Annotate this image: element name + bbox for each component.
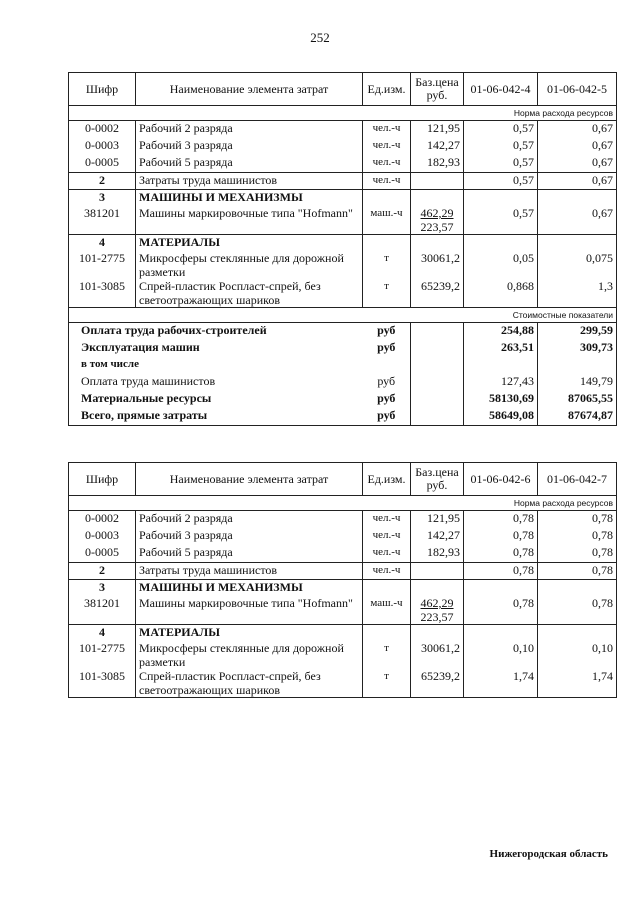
cost-price xyxy=(411,374,464,391)
cost-row xyxy=(69,323,617,341)
row-value-1: 0,78 xyxy=(464,511,538,529)
cost-price xyxy=(411,408,464,426)
header-col-1: 01-06-042-6 xyxy=(464,463,538,496)
row-value-1 xyxy=(464,235,538,252)
row-value-1: 0,57 xyxy=(464,155,538,173)
table-row xyxy=(69,155,617,173)
row-code: 2 xyxy=(69,563,136,580)
row-value-2: 0,78 xyxy=(538,545,617,563)
row-unit: чел.-ч xyxy=(372,122,401,134)
row-code: 0-0003 xyxy=(69,138,136,155)
table-row xyxy=(69,251,617,279)
row-unit: чел.-ч xyxy=(372,512,401,524)
cost-unit xyxy=(363,357,411,374)
row-code: 381201 xyxy=(69,596,136,625)
row-price: 65239,2 xyxy=(411,279,464,308)
cost-value-2: 309,73 xyxy=(538,340,617,357)
row-value-2: 0,78 xyxy=(538,596,617,625)
row-unit xyxy=(363,235,411,252)
header-code: Шифр xyxy=(69,463,136,496)
row-value-1: 1,74 xyxy=(464,669,538,698)
row-code: 0-0003 xyxy=(69,528,136,545)
header-price: Баз.цена руб. xyxy=(411,463,464,496)
row-value-1: 0,57 xyxy=(464,173,538,190)
cost-price xyxy=(411,391,464,408)
header-unit: Ед.изм. xyxy=(363,463,411,496)
cost-row xyxy=(69,340,617,357)
row-price: 182,93 xyxy=(411,545,464,563)
cost-row xyxy=(69,408,617,426)
row-unit: маш.-ч xyxy=(370,207,403,219)
cost-row xyxy=(69,374,617,391)
row-name: Рабочий 3 разряда xyxy=(136,138,363,155)
row-value-2: 1,74 xyxy=(538,669,617,698)
row-code: 2 xyxy=(69,173,136,190)
cost-value-2 xyxy=(538,357,617,374)
cost-name: Оплата труда машинистов xyxy=(69,374,363,391)
row-code: 0-0002 xyxy=(69,511,136,529)
row-value-1: 0,57 xyxy=(464,121,538,139)
row-name: Затраты труда машинистов xyxy=(136,173,363,190)
row-name: МАШИНЫ И МЕХАНИЗМЫ xyxy=(136,190,363,207)
cost-value-1: 58649,08 xyxy=(464,408,538,426)
cost-name: Всего, прямые затраты xyxy=(69,408,363,426)
row-value-2: 0,78 xyxy=(538,528,617,545)
resource-table-1 xyxy=(68,72,617,426)
row-name: Машины маркировочные типа "Hofmann" xyxy=(136,596,363,625)
row-price: 30061,2 xyxy=(411,251,464,279)
table-row xyxy=(69,625,617,642)
table-row xyxy=(69,206,617,235)
row-value-1 xyxy=(464,190,538,207)
cost-price xyxy=(411,323,464,341)
row-name: Микросферы стеклянные для дорожной разметки xyxy=(136,641,363,669)
table-row xyxy=(69,545,617,563)
cost-name: в том числе xyxy=(69,357,363,374)
row-price: 30061,2 xyxy=(411,641,464,669)
cost-value-2: 87674,87 xyxy=(538,408,617,426)
row-unit: чел.-ч xyxy=(372,529,401,541)
row-name: Рабочий 3 разряда xyxy=(136,528,363,545)
row-code: 101-2775 xyxy=(69,641,136,669)
row-unit: чел.-ч xyxy=(363,563,411,580)
row-price: 142,27 xyxy=(411,528,464,545)
price-denominator: 223,57 xyxy=(420,610,454,624)
row-value-2: 0,67 xyxy=(538,155,617,173)
row-unit xyxy=(363,190,411,207)
row-unit xyxy=(363,580,411,597)
row-code: 381201 xyxy=(69,206,136,235)
page-number: 252 xyxy=(310,30,330,45)
row-price xyxy=(411,625,464,642)
header-unit: Ед.изм. xyxy=(363,73,411,106)
row-value-2 xyxy=(538,235,617,252)
table-row xyxy=(69,528,617,545)
row-name: Рабочий 2 разряда xyxy=(136,511,363,529)
row-name: Рабочий 2 разряда xyxy=(136,121,363,139)
cost-price xyxy=(411,357,464,374)
cost-value-2: 299,59 xyxy=(538,323,617,341)
header-code: Шифр xyxy=(69,73,136,106)
row-code: 4 xyxy=(69,235,136,252)
row-price xyxy=(411,235,464,252)
cost-value-2: 149,79 xyxy=(538,374,617,391)
row-value-2 xyxy=(538,580,617,597)
row-unit: чел.-ч xyxy=(372,156,401,168)
row-value-1: 0,05 xyxy=(464,251,538,279)
table-row xyxy=(69,641,617,669)
row-unit: чел.-ч xyxy=(372,139,401,151)
row-value-1: 0,78 xyxy=(464,596,538,625)
row-value-1: 0,10 xyxy=(464,641,538,669)
cost-unit: руб xyxy=(363,323,411,341)
row-name: Рабочий 5 разряда xyxy=(136,155,363,173)
row-name: МАШИНЫ И МЕХАНИЗМЫ xyxy=(136,580,363,597)
row-name: Затраты труда машинистов xyxy=(136,563,363,580)
row-code: 0-0005 xyxy=(69,155,136,173)
row-name: Микросферы стеклянные для дорожной разметки xyxy=(136,251,363,279)
table-row xyxy=(69,173,617,190)
price-numerator: 462,29 xyxy=(420,596,454,610)
table-row xyxy=(69,190,617,207)
row-value-2: 1,3 xyxy=(538,279,617,308)
header-row xyxy=(69,73,617,106)
cost-unit: руб xyxy=(363,340,411,357)
row-unit xyxy=(363,625,411,642)
row-price: 65239,2 xyxy=(411,669,464,698)
row-value-2: 0,10 xyxy=(538,641,617,669)
cost-value-1: 254,88 xyxy=(464,323,538,341)
row-value-1 xyxy=(464,580,538,597)
norm-label: Норма расхода ресурсов xyxy=(69,496,617,511)
cost-row xyxy=(69,357,617,374)
header-row xyxy=(69,463,617,496)
row-name: Спрей-пластик Роспласт-спрей, без светоотражающих шариков xyxy=(136,669,363,698)
row-unit: маш.-ч xyxy=(370,597,403,609)
row-value-1: 0,868 xyxy=(464,279,538,308)
cost-row xyxy=(69,391,617,408)
row-unit: т xyxy=(384,252,389,264)
row-value-1: 0,57 xyxy=(464,206,538,235)
header-name: Наименование элемента затрат xyxy=(136,463,363,496)
row-value-1: 0,78 xyxy=(464,563,538,580)
row-price: 121,95 xyxy=(411,511,464,529)
row-value-2 xyxy=(538,625,617,642)
cost-name: Материальные ресурсы xyxy=(69,391,363,408)
row-price xyxy=(411,190,464,207)
cost-name: Эксплуатация машин xyxy=(69,340,363,357)
row-value-1: 0,78 xyxy=(464,528,538,545)
row-name: Машины маркировочные типа "Hofmann" xyxy=(136,206,363,235)
row-unit: чел.-ч xyxy=(372,546,401,558)
header-col-2: 01-06-042-7 xyxy=(538,463,617,496)
row-unit: чел.-ч xyxy=(363,173,411,190)
table-row xyxy=(69,138,617,155)
cost-name: Оплата труда рабочих-строителей xyxy=(69,323,363,341)
row-name: МАТЕРИАЛЫ xyxy=(136,235,363,252)
cost-unit: руб xyxy=(363,374,411,391)
table-row xyxy=(69,596,617,625)
row-value-2: 0,78 xyxy=(538,563,617,580)
row-price xyxy=(411,580,464,597)
price-denominator: 223,57 xyxy=(420,220,454,234)
resource-table-2 xyxy=(68,462,617,698)
footer-region: Нижегородская область xyxy=(489,848,608,860)
row-code: 101-2775 xyxy=(69,251,136,279)
row-price xyxy=(411,563,464,580)
row-value-2: 0,67 xyxy=(538,121,617,139)
row-name: Рабочий 5 разряда xyxy=(136,545,363,563)
table-row xyxy=(69,121,617,139)
row-price xyxy=(411,206,464,235)
norm-label: Норма расхода ресурсов xyxy=(69,106,617,121)
row-value-2 xyxy=(538,190,617,207)
row-code: 0-0002 xyxy=(69,121,136,139)
table-row xyxy=(69,580,617,597)
table-row xyxy=(69,563,617,580)
header-col-2: 01-06-042-5 xyxy=(538,73,617,106)
row-value-2: 0,67 xyxy=(538,206,617,235)
table-row xyxy=(69,511,617,529)
cost-value-1 xyxy=(464,357,538,374)
row-code: 3 xyxy=(69,580,136,597)
row-price: 121,95 xyxy=(411,121,464,139)
header-name: Наименование элемента затрат xyxy=(136,73,363,106)
table-row xyxy=(69,669,617,698)
cost-value-1: 58130,69 xyxy=(464,391,538,408)
row-code: 4 xyxy=(69,625,136,642)
row-code: 0-0005 xyxy=(69,545,136,563)
table-row xyxy=(69,235,617,252)
row-value-2: 0,67 xyxy=(538,173,617,190)
price-numerator: 462,29 xyxy=(420,206,454,220)
row-value-2: 0,67 xyxy=(538,138,617,155)
row-value-2: 0,075 xyxy=(538,251,617,279)
row-code: 101-3085 xyxy=(69,279,136,308)
row-unit: т xyxy=(363,669,411,698)
cost-unit: руб xyxy=(363,391,411,408)
cost-label: Стоимостные показатели xyxy=(69,308,617,323)
row-code: 101-3085 xyxy=(69,669,136,698)
row-price: 182,93 xyxy=(411,155,464,173)
row-name: МАТЕРИАЛЫ xyxy=(136,625,363,642)
cost-unit: руб xyxy=(363,408,411,426)
row-price xyxy=(411,596,464,625)
row-price xyxy=(411,173,464,190)
row-value-1 xyxy=(464,625,538,642)
row-unit: т xyxy=(384,280,389,292)
header-price: Баз.цена руб. xyxy=(411,73,464,106)
row-name: Спрей-пластик Роспласт-спрей, без светоотражающих шариков xyxy=(136,279,363,308)
cost-value-1: 127,43 xyxy=(464,374,538,391)
cost-price xyxy=(411,340,464,357)
row-value-1: 0,78 xyxy=(464,545,538,563)
cost-value-1: 263,51 xyxy=(464,340,538,357)
row-value-2: 0,78 xyxy=(538,511,617,529)
row-unit: т xyxy=(384,642,389,654)
header-col-1: 01-06-042-4 xyxy=(464,73,538,106)
row-code: 3 xyxy=(69,190,136,207)
row-value-1: 0,57 xyxy=(464,138,538,155)
cost-value-2: 87065,55 xyxy=(538,391,617,408)
table-row xyxy=(69,279,617,308)
row-price: 142,27 xyxy=(411,138,464,155)
